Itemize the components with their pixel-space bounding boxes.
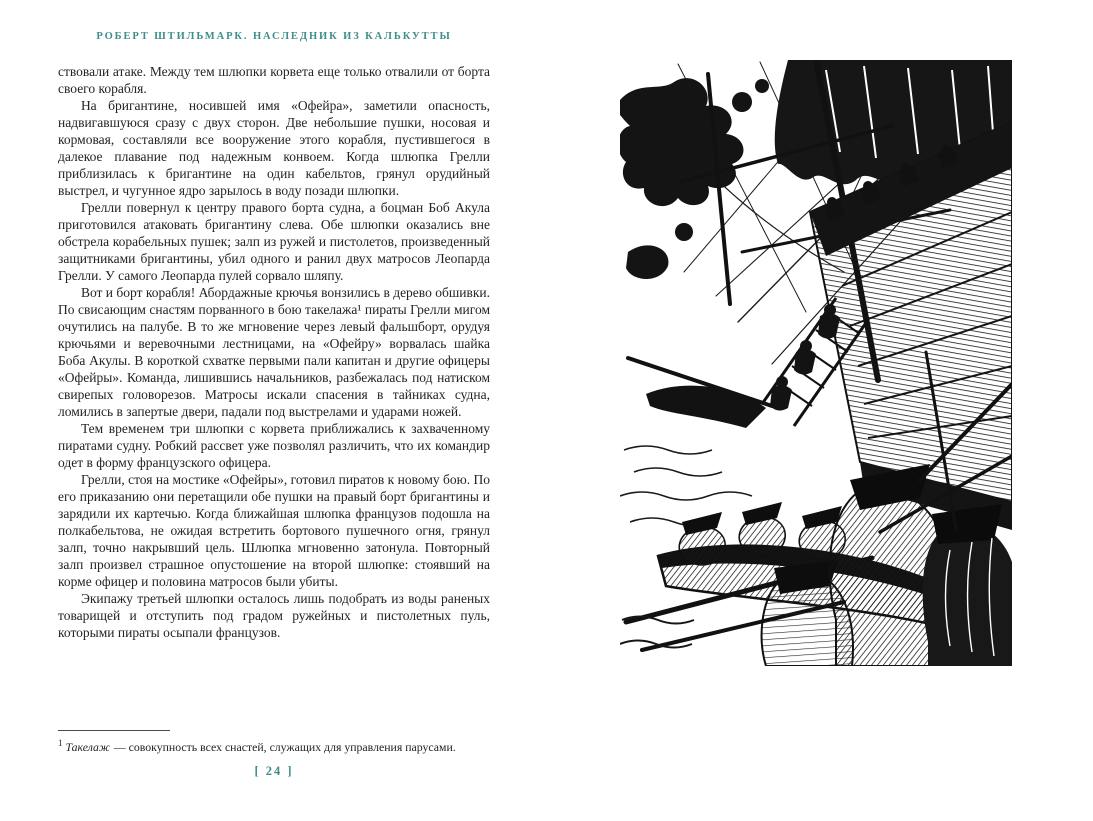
paragraph: ствовали атаке. Между тем шлюпки корвета еще только отвалили от борта своего корабля. — [58, 64, 490, 96]
footnote-text: — совокупность всех снастей, служащих для управления парусами. — [113, 739, 456, 754]
paragraph: Грелли, стоя на мостике «Офейры», готовил пиратов к новому бою. По его приказанию они перетащили обе пушки на правый борт бригантины и зарядили их картечью. Когда ближайшая шлюпка французов подошла на полкабельтова, не ожидая встретить бортового пушечного огня, грянул залп, точно накрывший цель. Шлюпка мгновенно затонула. Повторный залп произвел страшное опустошение на второй шлюпке: стоявший на корме офицер и половина матросов были убиты. — [58, 472, 490, 589]
paragraph: Тем временем три шлюпки с корвета приближались к захваченному пиратами судну. Робкий рассвет уже позволял различить, что их командир одет в форму французского офицера. — [58, 421, 490, 470]
footnote — [58, 736, 490, 755]
footnote-marker: 1 — [58, 738, 63, 748]
book-illustration — [620, 60, 1012, 666]
paragraph: На бригантине, носившей имя «Офейра», заметили опасность, надвигавшуюся сразу с двух сторон. Две небольшие пушки, носовая и кормовая, составляли все вооружение этого корабля, пустившегося в далекое плавание под надежным конвоем. Когда шлюпка Грелли приблизилась к бригантине на один кабельтов, грянул орудийный выстрел, и чугунное ядро зарылось в воду позади шлюпки. — [58, 98, 490, 198]
paragraph: Экипажу третьей шлюпки осталось лишь подобрать из воды раненых товарищей и отступить под градом ружейных и пистолетных пуль, которыми пираты осыпали французов. — [58, 591, 490, 640]
footnote-area — [58, 722, 490, 779]
body-text — [58, 63, 490, 641]
paragraph: Грелли повернул к центру правого борта судна, а боцман Боб Акула приготовился атаковать бригантину слева. Обе шлюпки оказались вне обстрела корабельных пушек; залп из ружей и пистолетов, произведенный защитниками бригантины, убил одного и ранил двух матросов Леопарда Грелли. У самого Леопарда пулей сорвало шляпу. — [58, 200, 490, 283]
engraving-image — [620, 60, 1012, 666]
footnote-rule — [58, 730, 170, 731]
paragraph: Вот и борт корабля! Абордажные крючья вонзились в дерево обшивки. По свисающим снастям порванного в бою такелажа¹ пираты Грелли мигом очутились на палубе. В то же мгновение через левый фальшборт, орудуя крючьями и веревочными лестницами, на «Офейру» ворвалась шайка Боба Акулы. В короткой схватке первыми пали капитан и другие офицеры «Офейры». Команда, лишившись начальников, разбежалась под натиском свирепых головорезов. Матросы искали спасения в тайниках судна, ломились в запертые двери, падали под выстрелами и ударами ножей. — [58, 285, 490, 419]
page-number: [ 24 ] — [254, 763, 294, 778]
running-title: РОБЕРТ ШТИЛЬМАРК. НАСЛЕДНИК ИЗ КАЛЬКУТТЫ — [96, 31, 452, 42]
footnote-term: Такелаж — [65, 739, 110, 754]
